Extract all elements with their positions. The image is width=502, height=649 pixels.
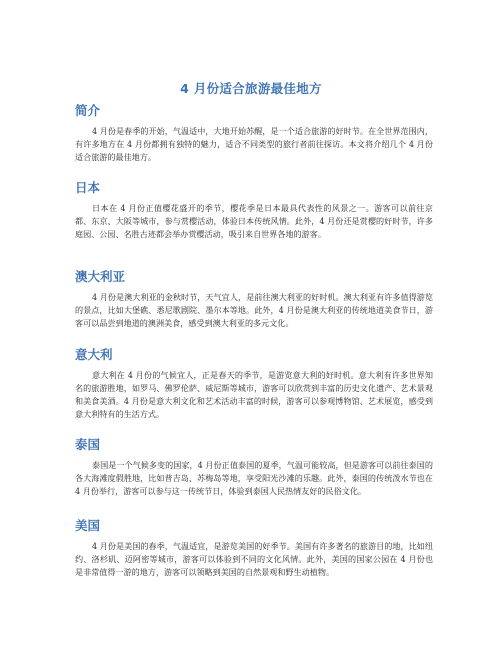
section-paragraph-japan: 日本在 4 月份正值樱花盛开的季节，樱花季是日本最具代表性的风景之一。游客可以前往京都、东京、大阪等城市，参与赏樱活动，体验日本传统风情。此外，4 月份还是赏樱的好时节，许多庭园、公园、名胜古迹都会举办赏樱活动，吸引来自世界各地的游客。 — [75, 203, 433, 239]
section-paragraph-thailand: 泰国是一个气候多变的国家，4 月份正值泰国的夏季，气温可能较高，但是游客可以前往泰国的各大海滩度假胜地，比如普吉岛、苏梅岛等地，享受阳光沙滩的乐趣。此外，泰国的传统泼水节也在 4 月份举行，游客可以参与这一传统节日，体验到泰国人民热情友好的民俗文化。 — [75, 460, 433, 496]
section-paragraph-italy: 意大利在 4 月份的气候宜人，正是春天的季节，是游览意大利的好时机。意大利有许多世界知名的旅游胜地，如罗马、佛罗伦萨、威尼斯等城市，游客可以欣赏到丰富的历史文化遗产、艺术景观和美食美酒。4 月份是意大利文化和艺术活动丰富的时候，游客可以参观博物馆、艺术展览，感受到意大利特有的生活方式。 — [75, 370, 433, 419]
section-heading-japan: 日本 — [75, 180, 101, 195]
section-japan — [75, 179, 433, 241]
section-heading-australia: 澳大利亚 — [75, 269, 126, 284]
section-usa — [75, 517, 433, 579]
section-paragraph-australia: 4 月份是澳大利亚的金秋时节，天气宜人，是前往澳大利亚的好时机。澳大利亚有许多值得游览的景点，比如大堡礁、悉尼歌剧院、墨尔本等地。此外，4 月份是澳大利亚的传统地道美食节日，游客可以品尝到地道的澳洲美食，感受到澳大利亚的多元文化。 — [75, 292, 433, 328]
section-heading-italy: 意大利 — [75, 347, 113, 362]
section-heading-usa: 美国 — [75, 518, 101, 533]
section-heading-thailand: 泰国 — [75, 437, 101, 452]
section-intro — [75, 102, 433, 164]
section-thailand — [75, 436, 433, 498]
section-paragraph-usa: 4 月份是美国的春季，气温适宜，是游览美国的好季节。美国有许多著名的旅游目的地，比如纽约、洛杉矶、迈阿密等城市，游客可以体验到不同的文化风情。此外，美国的国家公园在 4 月份也是非常值得一游的地方，游客可以领略到美国的自然景观和野生动植物。 — [75, 541, 433, 577]
section-italy — [75, 346, 433, 421]
section-paragraph-intro: 4 月份是春季的开始，气温适中，大地开始苏醒，是一个适合旅游的好时节。在全世界范围内，有许多地方在 4 月份都拥有独特的魅力，适合不同类型的旅行者前往探访。本文将介绍几个 4 月份适合旅游的最佳地方。 — [75, 126, 433, 162]
document-title: 4 月份适合旅游最佳地方 — [180, 81, 322, 96]
section-heading-intro: 简介 — [75, 103, 101, 118]
section-australia — [75, 268, 433, 330]
